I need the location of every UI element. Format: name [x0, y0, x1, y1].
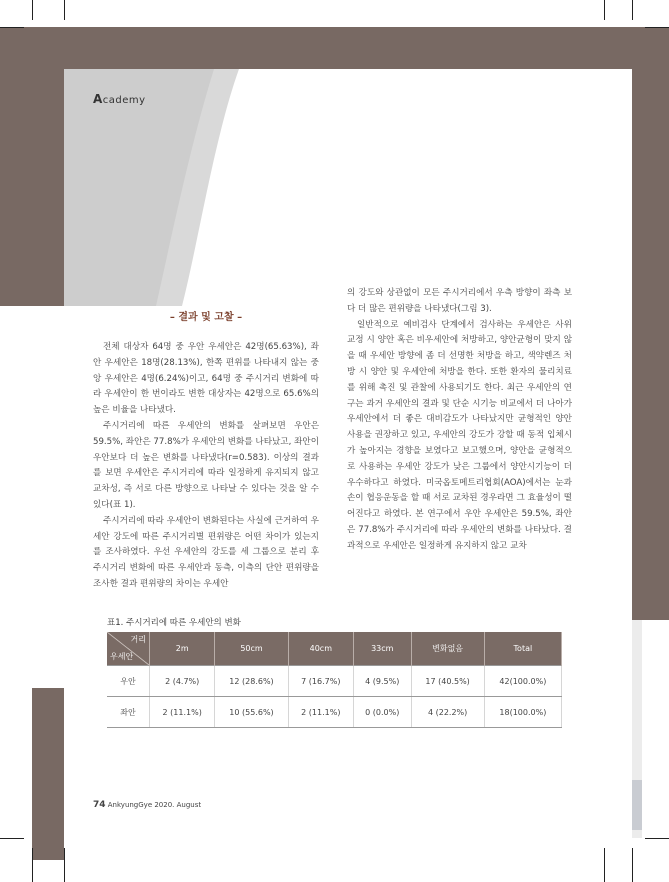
table-cell: 42(100.0%) — [484, 666, 561, 697]
table-cell: 10 (55.6%) — [215, 697, 288, 728]
crop-mark — [64, 0, 65, 20]
table-cell: 2 (4.7%) — [150, 666, 215, 697]
crop-mark — [32, 848, 33, 882]
paragraph: 의 강도와 상관없이 모든 주시거리에서 우측 방향이 좌측 보다 더 많은 편위량을 나타냈다(그림 3). — [347, 288, 572, 314]
page-footer — [93, 800, 201, 810]
crop-mark — [645, 838, 669, 839]
dominant-eye-table — [107, 632, 562, 728]
top-color-band — [0, 27, 669, 69]
table-caption: 표1. 주시거리에 따른 우세안의 변화 — [107, 618, 241, 628]
column-header: 변화없음 — [411, 632, 484, 666]
column-header: 2m — [150, 632, 215, 666]
crop-mark — [632, 0, 633, 20]
table-cell: 12 (28.6%) — [215, 666, 288, 697]
column-header: 33cm — [354, 632, 412, 666]
table-cell: 4 (22.2%) — [411, 697, 484, 728]
table-cell: 4 (9.5%) — [354, 666, 412, 697]
text-column-right — [347, 286, 572, 555]
row-label: 좌안 — [107, 697, 150, 728]
table-cell: 2 (11.1%) — [288, 697, 353, 728]
paragraph: 주시거리에 따른 우세안의 변화를 살펴보면 우안은 59.5%, 좌안은 77.8%가 우세안의 변화를 나타났고, 좌안이 우안보다 더 높은 변화를 나타냈다(r=0.583). 이상의 결과를 보면 우세안은 주시거리에 따라 일정하게 유지되지 않고 교차성, 즉 서로 다른 방향으로 나타날 수 있다는 것을 알 수 있다(표 1). — [93, 420, 319, 510]
corner-label-dominant-eye: 우세안 — [110, 652, 134, 661]
crop-mark — [604, 0, 605, 20]
column-header: 40cm — [288, 632, 353, 666]
crop-mark — [604, 848, 605, 882]
paragraph: 주시거리에 따라 우세안이 변화된다는 사실에 근거하여 우세안 강도에 따른 주시거리별 편위량은 어떤 차이가 있는지를 조사하였다. 우선 우세안의 강도를 세 그룹으로 분리 후 주시거리 변화에 따른 우세안과 동측, 이측의 단안 편위량을 조사한 결과 편위량의 차이는 우세안 — [93, 515, 319, 589]
table-cell: 2 (11.1%) — [150, 697, 215, 728]
table-cell: 17 (40.5%) — [411, 666, 484, 697]
paragraph: 전체 대상자 64명 중 우안 우세안은 42명(65.63%), 좌안 우세안은 18명(28.13%), 한쪽 편위를 나타내지 않는 중앙 우세안은 4명(6.24%)이고, 64명 중 주시거리 변화에 따라 우세안이 한 번이라도 변한 대상자는 42명으로 65.6%의 높은 비율을 나타냈다. — [93, 342, 319, 416]
table-corner-cell — [107, 632, 150, 666]
table-row — [107, 697, 562, 728]
right-color-band — [632, 69, 669, 620]
corner-label-distance: 거리 — [130, 635, 146, 644]
text-column-left — [93, 310, 319, 593]
table-cell: 7 (16.7%) — [288, 666, 353, 697]
column-header: Total — [484, 632, 561, 666]
header-rest: cademy — [102, 95, 146, 106]
running-header — [93, 92, 146, 106]
left-color-band — [0, 69, 64, 306]
bottom-left-color-band — [32, 688, 64, 860]
table-row — [107, 666, 562, 697]
table-header-row — [107, 632, 562, 666]
table-cell: 0 (0.0%) — [354, 697, 412, 728]
bottom-right-blue-band — [632, 780, 642, 830]
table-cell: 18(100.0%) — [484, 697, 561, 728]
paragraph: 일반적으로 예비검사 단계에서 검사하는 우세안은 사위 교정 시 양안 혹은 비우세안에 처방하고, 양안균형이 맞지 않을 때 우세안 방향에 좀 더 선명한 처방을 하고, 색약렌즈 처방 시 양안 및 우세안에 처방을 한다. 또한 환자의 물리치료를 위해 촉진 및 관찰에 사용되기도 한다. 최근 우세안의 연구는 과거 우세안의 결과 및 단순 시기능 비교에서 더 나아가 우세안에서 더 좋은 대비감도가 나타났지만 균형적인 양안 사용을 권장하고 있고, 우세안의 강도가 강할 때 동적 입체시가 높아지는 경향을 보였다고 보고했으며, 양안을 균형적으로 사용하는 우세안 강도가 낮은 그룹에서 양안시기능이 더 우수하다고 하였다. 미국옵토메트리협회(AOA)에서는 눈과 손이 협응운동을 할 때 서로 교차된 경우라면 그 효율성이 떨어진다고 하였다. 본 연구에서 우안 우세안은 59.5%, 좌안은 77.8%가 주시거리에 따라 우세안의 변화를 나타났다. 결과적으로 우세안은 일정하게 유지하지 않고 교차 — [347, 319, 572, 551]
crop-mark — [32, 0, 33, 20]
header-initial: A — [93, 92, 103, 106]
journal-name: AnkyungGye 2020. August — [107, 801, 202, 809]
crop-mark — [645, 27, 669, 28]
crop-mark — [64, 848, 65, 882]
page-number: 74 — [93, 800, 106, 810]
crop-mark — [0, 27, 24, 28]
row-label: 우안 — [107, 666, 150, 697]
section-title: – 결과 및 고찰 – — [169, 312, 243, 323]
decorative-curve — [64, 69, 632, 306]
column-header: 50cm — [215, 632, 288, 666]
crop-mark — [0, 838, 24, 839]
crop-mark — [632, 848, 633, 882]
